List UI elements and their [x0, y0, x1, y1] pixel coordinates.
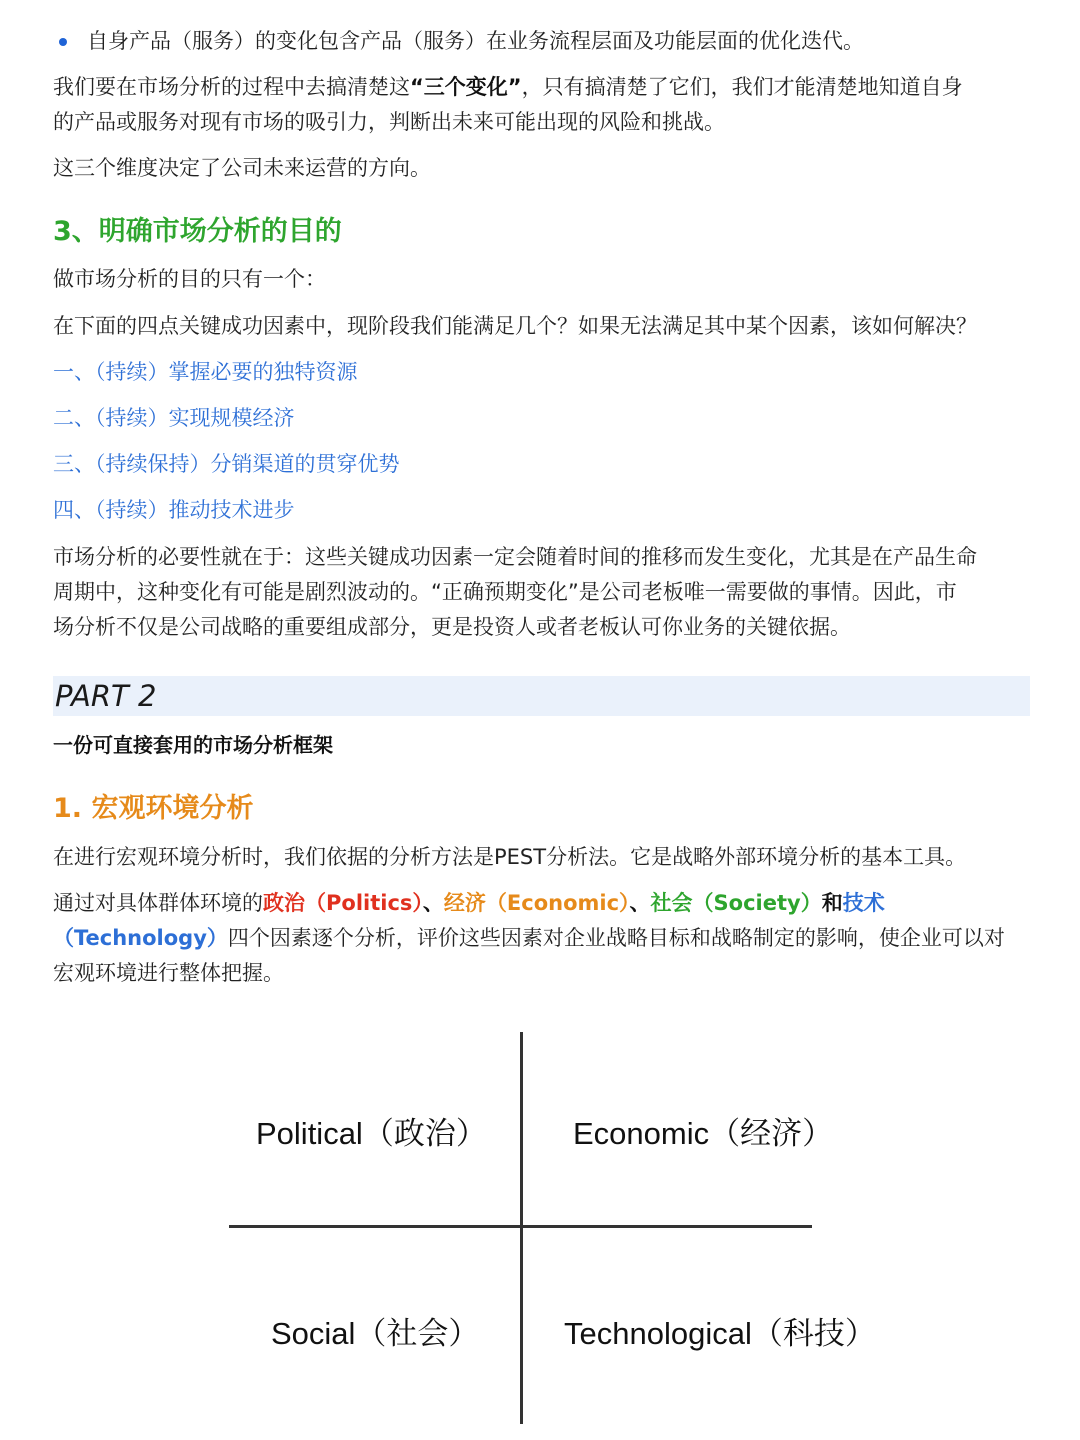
politics-term: 政治（Politics）: [263, 891, 423, 915]
intro-text: 我们要在市场分析的过程中去搞清楚这: [53, 75, 410, 99]
and-word: 和: [821, 891, 843, 915]
section3-p1: 做市场分析的目的只有一个：: [53, 267, 326, 291]
intro-paragraph-2: 这三个维度决定了公司未来运营的方向。: [53, 156, 431, 180]
macro-p2-prefix: 通过对具体群体环境的: [53, 891, 263, 915]
pest-political: Political（政治）: [256, 1116, 487, 1151]
pest-economic: Economic（经济）: [573, 1116, 834, 1151]
success-factor-item: 二、（持续）实现规模经济: [53, 406, 295, 430]
bullet-item: [53, 24, 864, 59]
success-factor-item: 四、（持续）推动技术进步: [53, 498, 295, 522]
pest-social: Social（社会）: [271, 1316, 480, 1351]
pest-horizontal-axis: [229, 1225, 812, 1228]
macro-p1: 在进行宏观环境分析时，我们依据的分析方法是PEST分析法。它是战略外部环境分析的基本工具。: [53, 845, 967, 869]
pest-technological: Technological（科技）: [564, 1316, 876, 1351]
section3-p2: 在下面的四点关键成功因素中，现阶段我们能满足几个？如果无法满足其中某个因素，该如何解决？: [53, 314, 977, 338]
section3-heading: 3、明确市场分析的目的: [53, 216, 342, 247]
bullet-text: 自身产品（服务）的变化包含产品（服务）在业务流程层面及功能层面的优化迭代。: [87, 29, 864, 53]
intro-emphasis: “三个变化”: [410, 75, 522, 99]
macro-p2-line1: [53, 886, 885, 921]
macro-p2-line3: 宏观环境进行整体把握。: [53, 961, 284, 985]
part2-subtitle: 一份可直接套用的市场分析框架: [53, 733, 333, 757]
intro-text-after: ，只有搞清楚了它们，我们才能清楚地知道自身: [521, 75, 963, 99]
separator: 、: [629, 891, 651, 915]
intro-paragraph-line2: 的产品或服务对现有市场的吸引力，判断出未来可能出现的风险和挑战。: [53, 110, 725, 134]
intro-paragraph-line1: [53, 70, 963, 105]
pest-diagram: [0, 1020, 1080, 1440]
macro-heading: 1. 宏观环境分析: [53, 793, 254, 824]
separator: 、: [422, 891, 444, 915]
macro-p2-rest: 四个因素逐个分析，评价这些因素对企业战略目标和战略制定的影响，使企业可以对: [227, 926, 1005, 950]
part2-banner: [53, 676, 1030, 716]
economic-term: 经济（Economic）: [443, 891, 630, 915]
success-factor-item: 三、（持续保持）分销渠道的贯穿优势: [53, 452, 400, 476]
bullet-dot-icon: [59, 38, 67, 46]
technology-term: 技术: [842, 891, 885, 915]
pest-vertical-axis: [520, 1032, 523, 1424]
society-term: 社会（Society）: [650, 891, 822, 915]
macro-p2-line2: [53, 921, 1005, 956]
necessity-paragraph-line1: 市场分析的必要性就在于：这些关键成功因素一定会随着时间的推移而发生变化，尤其是在产品生命: [53, 545, 977, 569]
necessity-paragraph-line2: 周期中，这种变化有可能是剧烈波动的。“正确预期变化”是公司老板唯一需要做的事情。因此，市: [53, 580, 957, 604]
part2-title: PART 2: [55, 679, 157, 713]
necessity-paragraph-line3: 场分析不仅是公司战略的重要组成部分，更是投资人或者老板认可你业务的关键依据。: [53, 615, 851, 639]
success-factor-item: 一、（持续）掌握必要的独特资源: [53, 360, 358, 384]
technology-term-english: （Technology）: [53, 926, 228, 950]
